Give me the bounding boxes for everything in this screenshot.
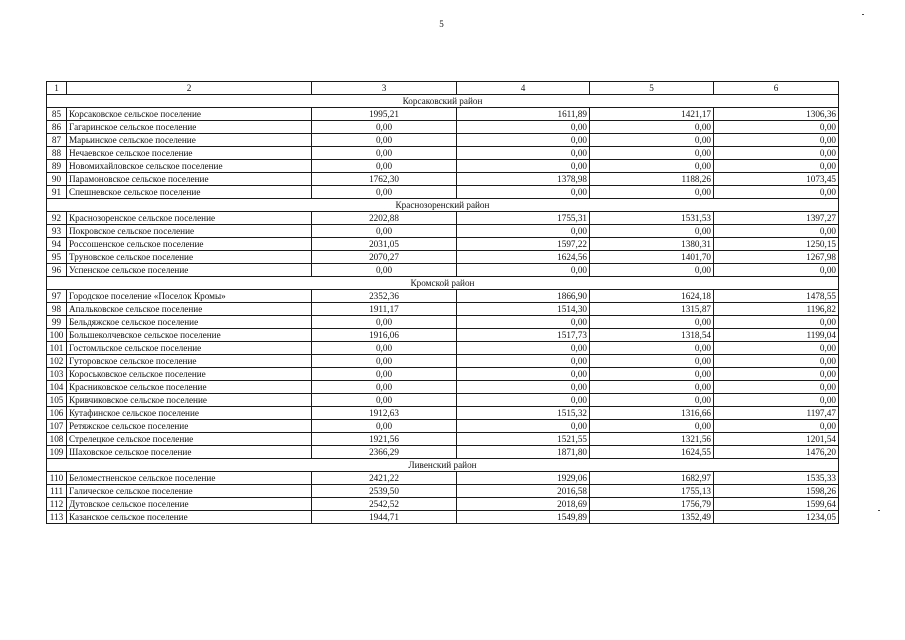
- row-number-cell: 104: [47, 381, 67, 394]
- value-col5-cell: 1682,97: [590, 472, 714, 485]
- table-row: [47, 381, 839, 394]
- table-row: [47, 212, 839, 225]
- settlement-name-cell: Парамоновское сельское поселение: [67, 173, 312, 186]
- value-col4-cell: 1624,56: [457, 251, 590, 264]
- value-col6-cell: 1598,26: [714, 485, 839, 498]
- value-col4-cell: 0,00: [457, 394, 590, 407]
- settlement-name-cell: Корсаковское сельское поселение: [67, 108, 312, 121]
- value-col4-cell: 0,00: [457, 147, 590, 160]
- row-number-cell: 111: [47, 485, 67, 498]
- row-number-cell: 112: [47, 498, 67, 511]
- table-row: [47, 225, 839, 238]
- value-col5-cell: 0,00: [590, 420, 714, 433]
- settlement-name-cell: Апальковское сельское поселение: [67, 303, 312, 316]
- row-number-cell: 113: [47, 511, 67, 524]
- row-number-cell: 86: [47, 121, 67, 134]
- settlement-name-cell: Гуторовское сельское поселение: [67, 355, 312, 368]
- row-number-cell: 98: [47, 303, 67, 316]
- settlement-name-cell: Кривчиковское сельское поселение: [67, 394, 312, 407]
- row-number-cell: 87: [47, 134, 67, 147]
- value-col6-cell: 1197,47: [714, 407, 839, 420]
- value-col5-cell: 1755,13: [590, 485, 714, 498]
- value-col4-cell: 1871,80: [457, 446, 590, 459]
- table-row: [47, 173, 839, 186]
- value-col4-cell: 1597,22: [457, 238, 590, 251]
- table-row: [47, 394, 839, 407]
- settlement-name-cell: Бельдяжское сельское поселение: [67, 316, 312, 329]
- value-col6-cell: 0,00: [714, 420, 839, 433]
- row-number-cell: 90: [47, 173, 67, 186]
- settlement-name-cell: Успенское сельское поселение: [67, 264, 312, 277]
- value-col5-cell: 1321,56: [590, 433, 714, 446]
- value-col6-cell: 0,00: [714, 355, 839, 368]
- value-col6-cell: 0,00: [714, 394, 839, 407]
- table-row: [47, 355, 839, 368]
- row-number-cell: 97: [47, 290, 67, 303]
- settlement-name-cell: Красниковское сельское поселение: [67, 381, 312, 394]
- value-col3-cell: 2539,50: [312, 485, 457, 498]
- value-col3-cell: 1762,30: [312, 173, 457, 186]
- row-number-cell: 106: [47, 407, 67, 420]
- table-row: [47, 420, 839, 433]
- value-col3-cell: 1944,71: [312, 511, 457, 524]
- settlement-name-cell: Кутафинское сельское поселение: [67, 407, 312, 420]
- value-col3-cell: 0,00: [312, 368, 457, 381]
- settlement-name-cell: Городское поселение «Поселок Кромы»: [67, 290, 312, 303]
- value-col6-cell: 0,00: [714, 186, 839, 199]
- value-col6-cell: 0,00: [714, 225, 839, 238]
- table-row: [47, 108, 839, 121]
- value-col3-cell: 2031,05: [312, 238, 457, 251]
- value-col6-cell: 1535,33: [714, 472, 839, 485]
- value-col3-cell: 0,00: [312, 420, 457, 433]
- settlement-name-cell: Труновское сельское поселение: [67, 251, 312, 264]
- value-col6-cell: 0,00: [714, 381, 839, 394]
- value-col5-cell: 0,00: [590, 225, 714, 238]
- value-col3-cell: 0,00: [312, 147, 457, 160]
- value-col6-cell: 1199,04: [714, 329, 839, 342]
- value-col3-cell: 1911,17: [312, 303, 457, 316]
- value-col5-cell: 1315,87: [590, 303, 714, 316]
- value-col4-cell: 1866,90: [457, 290, 590, 303]
- value-col5-cell: 1624,18: [590, 290, 714, 303]
- settlement-name-cell: Галическое сельское поселение: [67, 485, 312, 498]
- settlement-name-cell: Беломестненское сельское поселение: [67, 472, 312, 485]
- column-header: 3: [312, 82, 457, 95]
- row-number-cell: 95: [47, 251, 67, 264]
- value-col3-cell: 0,00: [312, 355, 457, 368]
- table-row: [47, 498, 839, 511]
- value-col4-cell: 2016,58: [457, 485, 590, 498]
- value-col5-cell: 0,00: [590, 342, 714, 355]
- value-col3-cell: 0,00: [312, 342, 457, 355]
- value-col6-cell: 1267,98: [714, 251, 839, 264]
- value-col5-cell: 0,00: [590, 394, 714, 407]
- value-col6-cell: 1234,05: [714, 511, 839, 524]
- table-row: [47, 251, 839, 264]
- value-col6-cell: 0,00: [714, 134, 839, 147]
- value-col4-cell: 2018,69: [457, 498, 590, 511]
- value-col6-cell: 0,00: [714, 368, 839, 381]
- value-col3-cell: 2542,52: [312, 498, 457, 511]
- table-row: [47, 316, 839, 329]
- district-title: Корсаковский район: [47, 95, 839, 108]
- value-col3-cell: 1912,63: [312, 407, 457, 420]
- value-col3-cell: 1916,06: [312, 329, 457, 342]
- row-number-cell: 100: [47, 329, 67, 342]
- district-title: Краснозоренский район: [47, 199, 839, 212]
- value-col6-cell: 1397,27: [714, 212, 839, 225]
- value-col4-cell: 0,00: [457, 134, 590, 147]
- settlement-name-cell: Нечаевское сельское поселение: [67, 147, 312, 160]
- column-number-row: [47, 82, 839, 95]
- row-number-cell: 105: [47, 394, 67, 407]
- column-header: 2: [67, 82, 312, 95]
- value-col5-cell: 1352,49: [590, 511, 714, 524]
- settlement-name-cell: Ретяжское сельское поселение: [67, 420, 312, 433]
- value-col4-cell: 1521,55: [457, 433, 590, 446]
- table-row: [47, 160, 839, 173]
- page-number: 5: [439, 19, 444, 29]
- value-col3-cell: 0,00: [312, 316, 457, 329]
- table-row: [47, 342, 839, 355]
- value-col4-cell: 0,00: [457, 264, 590, 277]
- settlement-name-cell: Шаховское сельское поселение: [67, 446, 312, 459]
- district-row: [47, 95, 839, 108]
- value-col4-cell: 0,00: [457, 342, 590, 355]
- data-table: [46, 81, 839, 524]
- value-col4-cell: 1514,30: [457, 303, 590, 316]
- value-col3-cell: 0,00: [312, 160, 457, 173]
- district-row: [47, 459, 839, 472]
- value-col3-cell: 1921,56: [312, 433, 457, 446]
- value-col5-cell: 1188,26: [590, 173, 714, 186]
- value-col3-cell: 0,00: [312, 121, 457, 134]
- column-header: 6: [714, 82, 839, 95]
- row-number-cell: 92: [47, 212, 67, 225]
- value-col5-cell: 0,00: [590, 134, 714, 147]
- value-col6-cell: 1306,36: [714, 108, 839, 121]
- value-col4-cell: 1515,32: [457, 407, 590, 420]
- value-col6-cell: 1476,20: [714, 446, 839, 459]
- value-col5-cell: 1401,70: [590, 251, 714, 264]
- table-row: [47, 472, 839, 485]
- settlement-name-cell: Спешневское сельское поселение: [67, 186, 312, 199]
- value-col5-cell: 0,00: [590, 121, 714, 134]
- row-number-cell: 109: [47, 446, 67, 459]
- value-col5-cell: 1531,53: [590, 212, 714, 225]
- value-col3-cell: 2070,27: [312, 251, 457, 264]
- row-number-cell: 102: [47, 355, 67, 368]
- table-row: [47, 329, 839, 342]
- table-row: [47, 134, 839, 147]
- value-col5-cell: 1380,31: [590, 238, 714, 251]
- table-row: [47, 290, 839, 303]
- settlement-name-cell: Казанское сельское поселение: [67, 511, 312, 524]
- value-col3-cell: 1995,21: [312, 108, 457, 121]
- settlement-name-cell: Новомихайловское сельское поселение: [67, 160, 312, 173]
- settlement-name-cell: Россошенское сельское поселение: [67, 238, 312, 251]
- value-col3-cell: 2421,22: [312, 472, 457, 485]
- table-row: [47, 303, 839, 316]
- value-col5-cell: 1756,79: [590, 498, 714, 511]
- value-col3-cell: 0,00: [312, 394, 457, 407]
- value-col6-cell: 1478,55: [714, 290, 839, 303]
- value-col4-cell: 0,00: [457, 160, 590, 173]
- settlement-name-cell: Гостомльское сельское поселение: [67, 342, 312, 355]
- value-col3-cell: 0,00: [312, 186, 457, 199]
- value-col6-cell: 0,00: [714, 121, 839, 134]
- value-col3-cell: 0,00: [312, 264, 457, 277]
- value-col4-cell: 0,00: [457, 368, 590, 381]
- value-col6-cell: 0,00: [714, 147, 839, 160]
- value-col6-cell: 0,00: [714, 316, 839, 329]
- value-col6-cell: 1196,82: [714, 303, 839, 316]
- value-col4-cell: 1755,31: [457, 212, 590, 225]
- value-col6-cell: 1201,54: [714, 433, 839, 446]
- column-header: 4: [457, 82, 590, 95]
- table-row: [47, 264, 839, 277]
- value-col4-cell: 0,00: [457, 420, 590, 433]
- value-col6-cell: 1250,15: [714, 238, 839, 251]
- value-col5-cell: 0,00: [590, 355, 714, 368]
- value-col3-cell: 0,00: [312, 134, 457, 147]
- row-number-cell: 107: [47, 420, 67, 433]
- row-number-cell: 91: [47, 186, 67, 199]
- value-col4-cell: 0,00: [457, 316, 590, 329]
- value-col5-cell: 1316,66: [590, 407, 714, 420]
- value-col5-cell: 0,00: [590, 381, 714, 394]
- value-col5-cell: 1318,54: [590, 329, 714, 342]
- row-number-cell: 85: [47, 108, 67, 121]
- table-row: [47, 368, 839, 381]
- table-row: [47, 407, 839, 420]
- district-title: Кромской район: [47, 277, 839, 290]
- scan-speck: [878, 510, 880, 511]
- table-row: [47, 186, 839, 199]
- district-row: [47, 277, 839, 290]
- value-col4-cell: 1517,73: [457, 329, 590, 342]
- value-col6-cell: 1599,64: [714, 498, 839, 511]
- row-number-cell: 99: [47, 316, 67, 329]
- column-header: 5: [590, 82, 714, 95]
- value-col4-cell: 1378,98: [457, 173, 590, 186]
- value-col6-cell: 0,00: [714, 264, 839, 277]
- value-col5-cell: 0,00: [590, 264, 714, 277]
- table-row: [47, 147, 839, 160]
- value-col5-cell: 0,00: [590, 147, 714, 160]
- value-col4-cell: 0,00: [457, 381, 590, 394]
- value-col6-cell: 0,00: [714, 160, 839, 173]
- value-col3-cell: 2352,36: [312, 290, 457, 303]
- value-col5-cell: 1421,17: [590, 108, 714, 121]
- value-col5-cell: 0,00: [590, 316, 714, 329]
- table-body: [47, 82, 839, 524]
- value-col4-cell: 0,00: [457, 225, 590, 238]
- value-col4-cell: 0,00: [457, 355, 590, 368]
- row-number-cell: 103: [47, 368, 67, 381]
- table-row: [47, 511, 839, 524]
- scan-speck: [862, 14, 864, 15]
- value-col5-cell: 0,00: [590, 368, 714, 381]
- column-header: 1: [47, 82, 67, 95]
- value-col5-cell: 1624,55: [590, 446, 714, 459]
- settlement-name-cell: Покровское сельское поселение: [67, 225, 312, 238]
- value-col3-cell: 0,00: [312, 381, 457, 394]
- value-col3-cell: 0,00: [312, 225, 457, 238]
- value-col4-cell: 1549,89: [457, 511, 590, 524]
- row-number-cell: 108: [47, 433, 67, 446]
- settlement-name-cell: Марьинское сельское поселение: [67, 134, 312, 147]
- settlement-name-cell: Краснозоренское сельское поселение: [67, 212, 312, 225]
- table-row: [47, 446, 839, 459]
- value-col6-cell: 0,00: [714, 342, 839, 355]
- table-row: [47, 238, 839, 251]
- settlement-name-cell: Дутовское сельское поселение: [67, 498, 312, 511]
- table-row: [47, 485, 839, 498]
- value-col4-cell: 0,00: [457, 186, 590, 199]
- table-row: [47, 433, 839, 446]
- value-col6-cell: 1073,45: [714, 173, 839, 186]
- value-col5-cell: 0,00: [590, 186, 714, 199]
- value-col4-cell: 1929,06: [457, 472, 590, 485]
- row-number-cell: 89: [47, 160, 67, 173]
- district-row: [47, 199, 839, 212]
- row-number-cell: 101: [47, 342, 67, 355]
- table-row: [47, 121, 839, 134]
- value-col3-cell: 2366,29: [312, 446, 457, 459]
- settlement-name-cell: Гагаринское сельское поселение: [67, 121, 312, 134]
- row-number-cell: 96: [47, 264, 67, 277]
- value-col4-cell: 1611,89: [457, 108, 590, 121]
- settlement-name-cell: Стрелецкое сельское поселение: [67, 433, 312, 446]
- value-col5-cell: 0,00: [590, 160, 714, 173]
- settlement-name-cell: Короськовское сельское поселение: [67, 368, 312, 381]
- settlement-name-cell: Большеколчевское сельское поселение: [67, 329, 312, 342]
- row-number-cell: 110: [47, 472, 67, 485]
- district-title: Ливенский район: [47, 459, 839, 472]
- value-col4-cell: 0,00: [457, 121, 590, 134]
- value-col3-cell: 2202,88: [312, 212, 457, 225]
- row-number-cell: 93: [47, 225, 67, 238]
- row-number-cell: 88: [47, 147, 67, 160]
- row-number-cell: 94: [47, 238, 67, 251]
